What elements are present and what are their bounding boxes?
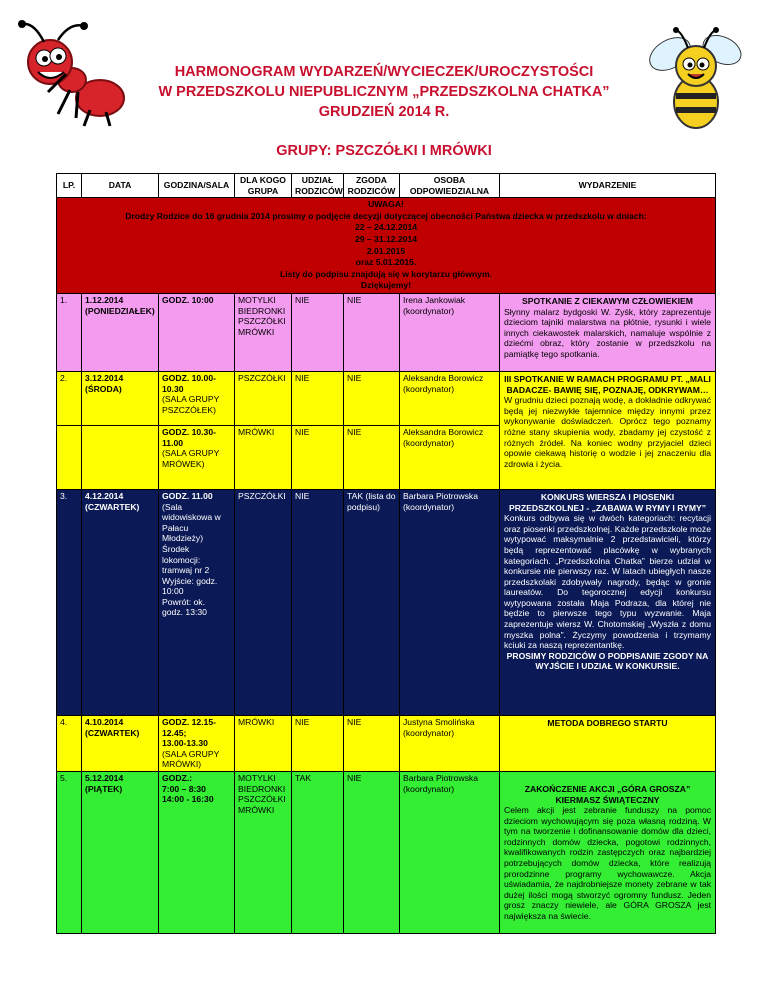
notice-line: 2.01.2015	[366, 245, 406, 256]
time-cell	[159, 371, 235, 425]
date-cell	[82, 293, 159, 371]
notice-line: Dziękujemy!	[360, 280, 412, 291]
event-description: W grudniu dzieci poznają wodę, a dokładnie odkrywać będą jej niezwykłe tajemnice między innymi przez wykonywanie doświadczeń. Oprócz tego poznamy różne stany skupienia wody, zbadamy jej czystość z różnych źródeł. Na koniec wodny przyjaciel dzieci opowie ciekawą historię o wodzie i jej znaczeniu dla zdrowia i życia.	[504, 395, 711, 469]
title-line-3: GRUDZIEŃ 2014 R.	[318, 104, 450, 120]
time-cell	[159, 771, 235, 933]
event-cell	[500, 715, 716, 771]
date-text: 4.12.2014	[85, 490, 124, 501]
weekday-text: (ŚRODA)	[85, 383, 122, 394]
room-text: MRÓWKI)	[162, 759, 202, 770]
date-text: 4.10.2014	[85, 716, 124, 727]
event-title: III SPOTKANIE W RAMACH PROGRAMU PT. „MALI BADACZE- BAWIĘ SIĘ, POZNAJĘ, ODKRYWAM…	[504, 373, 711, 395]
table-row	[57, 771, 716, 933]
room-text: MRÓWEK)	[162, 458, 205, 469]
date-text: 3.12.2014	[85, 372, 124, 383]
notice-cell	[57, 198, 716, 294]
notice-line: 22 – 24.12.2014	[354, 222, 418, 233]
venue-text: widowiskowa w	[162, 512, 221, 523]
venue-text: Pałacu	[162, 522, 189, 533]
responsible-person-cell: Aleksandra Borowicz (koordynator)	[400, 371, 500, 425]
parents-participation-cell: NIE	[292, 293, 344, 371]
document-title	[150, 62, 618, 122]
venue-text: Powrót: ok.	[162, 596, 205, 607]
group-cell	[235, 771, 292, 933]
group-name: PSZCZÓŁKI	[238, 316, 286, 327]
header-zgoda: ZGODA RODZICÓW	[344, 174, 400, 198]
header-dla-kogo: DLA KOGO GRUPA	[235, 174, 292, 198]
group-name: MOTYLKI	[238, 294, 276, 305]
parents-participation-cell: NIE	[292, 489, 344, 715]
table-row	[57, 293, 716, 371]
time-cell	[159, 425, 235, 489]
table-header-row	[57, 174, 716, 198]
parents-consent-cell: NIE	[344, 293, 400, 371]
parents-consent-cell: NIE	[344, 371, 400, 425]
header-godzina: GODZINA/SALA	[159, 174, 235, 198]
group-name: PSZCZÓŁKI	[238, 794, 286, 805]
title-line-1: HARMONOGRAM WYDARZEŃ/WYCIECZEK/UROCZYSTOŚCI	[174, 64, 594, 80]
venue-text: tramwaj nr 2	[162, 565, 210, 576]
ant-mascot-image	[14, 14, 132, 132]
event-title: METODA DOBREGO STARTU	[547, 717, 668, 728]
parents-participation-cell: NIE	[292, 715, 344, 771]
date-text: 1.12.2014	[85, 294, 124, 305]
events-schedule-table	[56, 173, 716, 934]
time-text: 7:00 – 8:30	[162, 783, 206, 794]
time-text: GODZ. 10.30-	[162, 426, 216, 437]
header-wydarzenie: WYDARZENIE	[500, 174, 716, 198]
group-cell: MRÓWKI	[235, 715, 292, 771]
group-name: MRÓWKI	[238, 804, 275, 815]
notice-line: Listy do podpisu znajdują się w korytarzu głównym.	[279, 268, 492, 279]
venue-text: lokomocji:	[162, 554, 201, 565]
room-text: (SALA GRUPY	[162, 748, 220, 759]
venue-text: godz. 13:30	[162, 607, 207, 618]
event-note: PROSIMY RODZICÓW O PODPISANIE ZGODY NA WYJŚCIE I UDZIAŁ W KONKURSIE.	[506, 650, 709, 672]
responsible-person-cell: Aleksandra Borowicz (koordynator)	[400, 425, 500, 489]
time-text: GODZ. 11.00	[162, 490, 213, 501]
event-cell	[500, 771, 716, 933]
table-row	[57, 715, 716, 771]
time-text: GODZ.:	[162, 772, 193, 783]
room-text: (SALA GRUPY	[162, 394, 220, 405]
venue-text: (Sala	[162, 501, 183, 512]
bee-mascot-image	[640, 20, 748, 132]
time-text: 14:00 - 16:30	[162, 794, 214, 805]
notice-line: 29 – 31.12.2014	[354, 233, 418, 244]
group-name: MRÓWKI	[238, 326, 275, 337]
lp-cell: 3.	[57, 489, 82, 715]
time-text: GODZ. 12.15-	[162, 716, 216, 727]
responsible-person-cell: Justyna Smolińska (koordynator)	[400, 715, 500, 771]
parents-consent-cell: TAK (lista do podpisu)	[344, 489, 400, 715]
weekday-text: (PIĄTEK)	[85, 783, 123, 794]
room-text: PSZCZÓŁEK)	[162, 404, 216, 415]
event-description: Konkurs odbywa się w dwóch kategoriach: recytacji oraz piosenki przedszkolnej. Każde przedszkole może wytypować maksymalnie 2 przedstawicieli, którzy będą reprezentować placówkę w wybranych kategoriach. „Przedszkolna Chatka” bierze udział w konkursie nie pierwszy raz. W latach ubiegłych nasze przedszkolaki zdobywały nagrody, będąc w gronie laureatów. Do tegorocznej edycji konkursu wytypowana została Maja Podraza, dla której nie będzie to pierwsze tego typu wyzwanie. Maja zaprezentuje wiersz W. Chotomskiej „Wyszła z domu myszka polna”. Życzymy powodzenia i trzymamy kciuki za naszą reprezentantkę.	[504, 513, 711, 651]
group-name: BIEDRONKI	[238, 305, 286, 316]
header-udzial: UDZIAŁ RODZICÓW	[292, 174, 344, 198]
parents-participation-cell: NIE	[292, 425, 344, 489]
time-text: 10.30	[162, 383, 184, 394]
date-text: 5.12.2014	[85, 772, 124, 783]
venue-text: Środek	[162, 543, 190, 554]
header-data: DATA	[82, 174, 159, 198]
lp-cell	[57, 425, 82, 489]
parents-consent-cell: NIE	[344, 715, 400, 771]
group-name: BIEDRONKI	[238, 783, 286, 794]
event-description: Celem akcji jest zebranie funduszy na pomoc dzieciom wychowującym się poza własną rodziną. W tym na tworzenie i dofinansowanie domów dla dzieci, rodzinnych domów dziecka, pogotowi rodzinnych, kwalifikowanych rodzin zastępczych oraz najbardziej potrzebujących domów dziecka, które realizują prorodzinne programy wychowawcze. Akcja uświadamia, że najdrobniejsze monety zebrane w tak dużej ilości mogą stworzyć ogromny fundusz. Jeden grosz znaczy niewiele, ale GÓRA GROSZA jest największa na świecie.	[504, 805, 711, 922]
parents-participation-cell: NIE	[292, 371, 344, 425]
weekday-text: (CZWARTEK)	[85, 501, 140, 512]
group-cell: PSZCZÓŁKI	[235, 371, 292, 425]
time-cell	[159, 715, 235, 771]
header-lp: LP.	[57, 174, 82, 198]
responsible-person-cell: Irena Jankowiak (koordynator)	[400, 293, 500, 371]
header-osoba: OSOBA ODPOWIEDZIALNA	[400, 174, 500, 198]
weekday-text: (PONIEDZIAŁEK)	[85, 305, 155, 316]
title-line-2: W PRZEDSZKOLU NIEPUBLICZNYM „PRZEDSZKOLNA CHATKA”	[158, 84, 610, 100]
group-cell: MRÓWKI	[235, 425, 292, 489]
time-text: GODZ. 10.00-	[162, 372, 216, 383]
event-title: KONKURS WIERSZA I PIOSENKI PRZEDSZKOLNEJ - „ZABAWA W RYMY I RYMY”	[508, 491, 707, 513]
time-cell: GODZ. 10:00	[159, 293, 235, 371]
date-cell	[82, 715, 159, 771]
notice-line: Drodzy Rodzice do 16 grudnia 2014 prosimy o podjęcie decyzji dotyczącej obecności Państwa dziecka w przedszkolu w dniach:	[125, 210, 647, 221]
event-cell	[500, 293, 716, 371]
lp-cell: 5.	[57, 771, 82, 933]
parents-participation-cell: TAK	[292, 771, 344, 933]
group-cell	[235, 293, 292, 371]
event-title: SPOTKANIE Z CIEKAWYM CZŁOWIEKIEM	[522, 295, 693, 306]
venue-text: Wyjście: godz.	[162, 575, 218, 586]
event-cell	[500, 371, 716, 489]
lp-cell: 2.	[57, 371, 82, 425]
table-row	[57, 489, 716, 715]
lp-cell: 1.	[57, 293, 82, 371]
notice-line: oraz 5.01.2015.	[355, 257, 417, 268]
date-cell	[82, 489, 159, 715]
date-cell	[82, 371, 159, 425]
date-cell	[82, 771, 159, 933]
weekday-text: (CZWARTEK)	[85, 727, 140, 738]
venue-text: Młodzieży)	[162, 533, 204, 544]
time-text: 11.00	[162, 437, 184, 448]
event-title: ZAKOŃCZENIE AKCJI „GÓRA GROSZA” KIERMASZ ŚWIĄTECZNY	[524, 783, 691, 805]
time-text: 12.45;	[162, 727, 187, 738]
groups-subtitle: GRUPY: PSZCZÓŁKI I MRÓWKI	[276, 143, 492, 159]
notice-row	[57, 198, 716, 294]
responsible-person-cell: Barbara Piotrowska (koordynator)	[400, 771, 500, 933]
date-cell	[82, 425, 159, 489]
responsible-person-cell: Barbara Piotrowska (koordynator)	[400, 489, 500, 715]
event-cell	[500, 489, 716, 715]
lp-cell: 4.	[57, 715, 82, 771]
table-row	[57, 371, 716, 425]
parents-consent-cell: NIE	[344, 771, 400, 933]
parents-consent-cell: NIE	[344, 425, 400, 489]
group-name: MOTYLKI	[238, 772, 276, 783]
notice-line: UWAGA!	[368, 199, 404, 210]
time-text: 13.00-13.30	[162, 738, 208, 749]
event-description: Słynny malarz bydgoski W. Zyśk, który zaprezentuje dzieciom tajniki malarstwa na płótnie, rysunki i wiele innych ciekawostek malarskich, namaluje wspólnie z dziećmi obraz, który zostanie w przedszkolu na pamiątkę tego spotkania.	[504, 306, 711, 359]
time-cell	[159, 489, 235, 715]
room-text: (SALA GRUPY	[162, 448, 220, 459]
venue-text: 10:00	[162, 586, 184, 597]
group-cell: PSZCZÓŁKI	[235, 489, 292, 715]
